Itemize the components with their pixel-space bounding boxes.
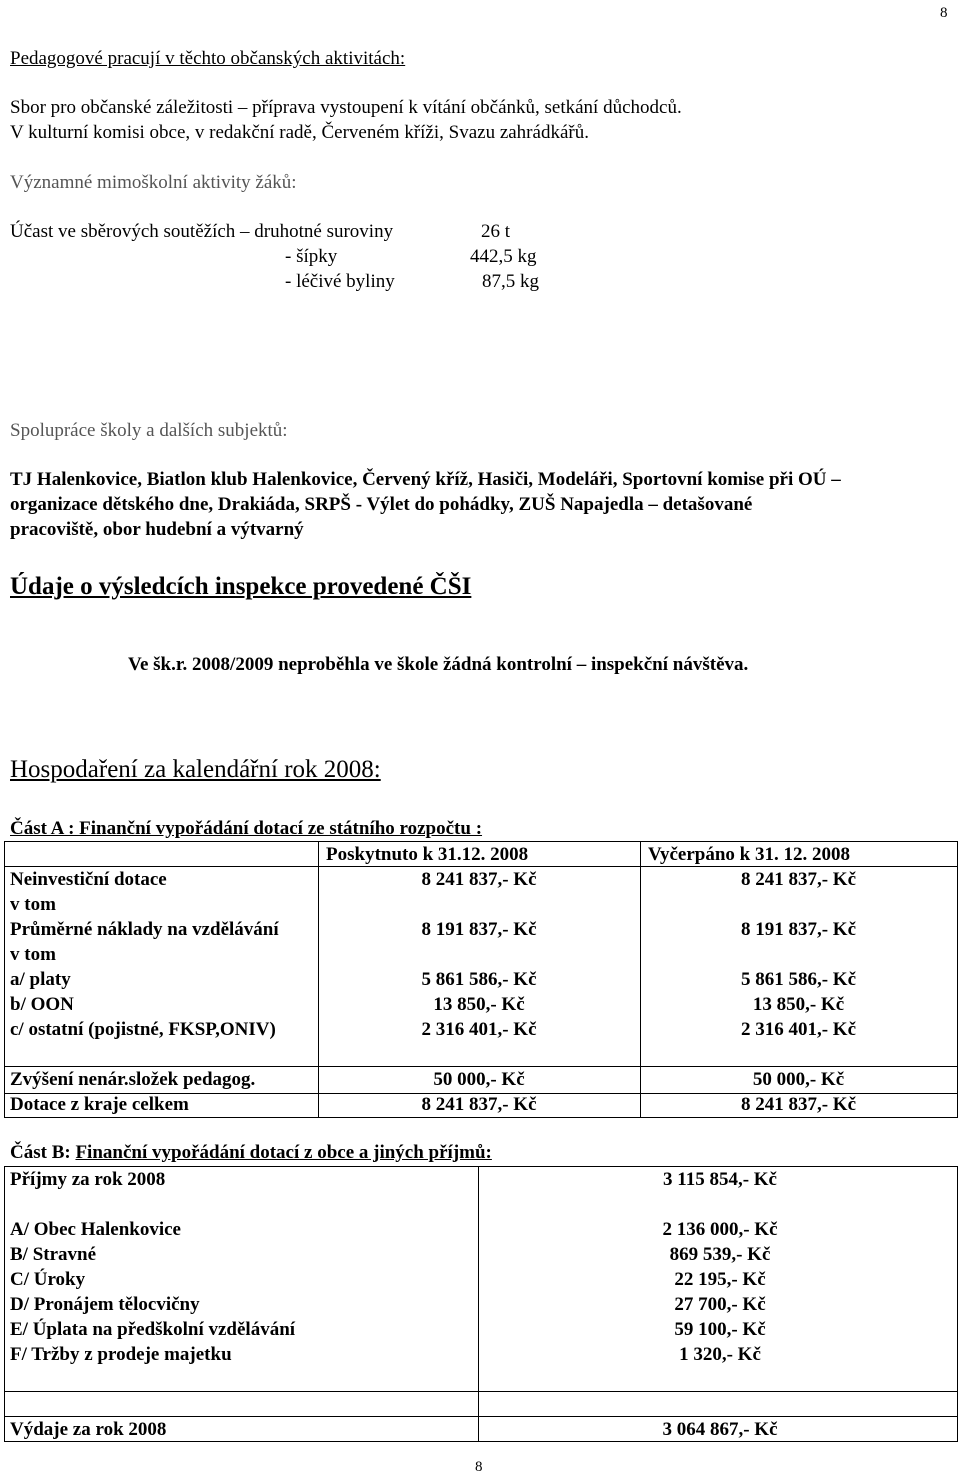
cooperation-line-3: pracoviště, obor hudební a výtvarný xyxy=(10,519,304,540)
row-label-oon: b/ OON xyxy=(10,994,74,1015)
table-a-border-left xyxy=(4,841,5,1117)
table-b-col-divider xyxy=(478,1166,479,1441)
table-b-border-top xyxy=(4,1166,958,1167)
row-provided-avg-costs: 8 191 837,- Kč xyxy=(421,919,537,940)
income-item-a-value: 2 136 000,- Kč xyxy=(662,1219,778,1240)
row-label-salaries: a/ platy xyxy=(10,969,71,990)
cooperation-line-1: TJ Halenkovice, Biatlon klub Halenkovice, Červený kříž, Hasiči, Modeláři, Sportovní komise při OÚ – xyxy=(10,469,841,490)
row-used-region: 8 241 837,- Kč xyxy=(740,1094,857,1115)
row-label-other: c/ ostatní (pojistné, FKSP,ONIV) xyxy=(10,1019,276,1040)
row-used-salaries: 5 861 586,- Kč xyxy=(740,969,857,990)
income-item-b-label: B/ Stravné xyxy=(10,1244,97,1265)
row-label-of-which-1: v tom xyxy=(10,894,56,915)
income-item-d-value: 27 700,- Kč xyxy=(674,1294,766,1315)
expense-label: Výdaje za rok 2008 xyxy=(10,1419,167,1440)
row-used-avg-costs: 8 191 837,- Kč xyxy=(740,919,857,940)
income-item-e-value: 59 100,- Kč xyxy=(674,1319,766,1340)
income-item-c-value: 22 195,- Kč xyxy=(674,1269,766,1290)
row-used-noninvestment: 8 241 837,- Kč xyxy=(740,869,857,890)
row-label-increase: Zvýšení nenár.složek pedagog. xyxy=(10,1069,256,1090)
part-a-title xyxy=(10,818,482,840)
collection-line-2-label: - šípky xyxy=(285,246,338,267)
part-b-title-rest: Finanční vypořádání dotací z obce a jiných příjmů: xyxy=(75,1142,492,1163)
row-used-other: 2 316 401,- Kč xyxy=(740,1019,857,1040)
table-b-border-mid xyxy=(4,1391,958,1392)
part-a-title-text: Část A : Finanční vypořádání dotací ze státního rozpočtu : xyxy=(10,818,483,839)
table-a-header-border xyxy=(4,866,958,867)
inspection-text: Ve šk.r. 2008/2009 neproběhla ve škole žádná kontrolní – inspekční návštěva. xyxy=(128,654,749,675)
col-header-provided: Poskytnuto k 31.12. 2008 xyxy=(326,844,529,865)
income-value: 3 115 854,- Kč xyxy=(663,1169,777,1190)
row-label-noninvestment: Neinvestiční dotace xyxy=(10,869,167,890)
income-item-c-label: C/ Úroky xyxy=(10,1269,86,1290)
row-label-region: Dotace z kraje celkem xyxy=(10,1094,189,1115)
expense-value: 3 064 867,- Kč xyxy=(662,1419,778,1440)
income-item-f-label: F/ Tržby z prodeje majetku xyxy=(10,1344,232,1365)
row-provided-increase: 50 000,- Kč xyxy=(433,1069,525,1090)
row-used-increase: 50 000,- Kč xyxy=(752,1069,845,1090)
page-number-top: 8 xyxy=(940,5,948,21)
collection-line-1-value: 26 t xyxy=(481,221,511,242)
income-item-a-label: A/ Obec Halenkovice xyxy=(10,1219,181,1240)
row-provided-other: 2 316 401,- Kč xyxy=(421,1019,537,1040)
col-header-used: Vyčerpáno k 31. 12. 2008 xyxy=(648,844,850,865)
income-item-e-label: E/ Úplata na předškolní vzdělávání xyxy=(10,1319,296,1340)
collection-line-1-label: Účast ve sběrových soutěžích – druhotné suroviny xyxy=(10,221,394,242)
part-b-title xyxy=(10,1142,492,1164)
income-item-d-label: D/ Pronájem tělocvičny xyxy=(10,1294,200,1315)
table-b-border-bottom xyxy=(4,1441,958,1442)
table-b-border-right xyxy=(957,1166,958,1441)
pedagogues-heading: Pedagogové pracují v těchto občanských aktivitách: xyxy=(10,48,406,69)
row-provided-oon: 13 850,- Kč xyxy=(433,994,525,1015)
cooperation-line-2: organizace dětského dne, Drakiáda, SRPŠ - Výlet do pohádky, ZUŠ Napajedla – detašované xyxy=(10,494,753,515)
finance-heading: Hospodaření za kalendářní rok 2008: xyxy=(10,756,381,783)
cooperation-heading: Spolupráce školy a dalších subjektů: xyxy=(10,420,288,441)
collection-line-3-value: 87,5 kg xyxy=(482,271,539,292)
table-a-border-top xyxy=(4,841,958,842)
row-provided-noninvestment: 8 241 837,- Kč xyxy=(421,869,537,890)
table-a-border-bottom xyxy=(4,1117,958,1118)
table-a-border-right xyxy=(957,841,958,1117)
part-b-title-prefix: Část B: xyxy=(10,1142,76,1163)
collection-line-2-value: 442,5 kg xyxy=(470,246,537,267)
pedagogues-line-1: Sbor pro občanské záležitosti – příprava vystoupení k vítání občánků, setkání důchodců. xyxy=(10,97,682,118)
table-b-border-row xyxy=(4,1416,958,1417)
table-a-border-mid xyxy=(4,1066,958,1067)
row-provided-region: 8 241 837,- Kč xyxy=(421,1094,537,1115)
row-label-of-which-2: v tom xyxy=(10,944,56,965)
page-number-bottom: 8 xyxy=(475,1459,483,1475)
income-item-b-value: 869 539,- Kč xyxy=(669,1244,771,1265)
row-provided-salaries: 5 861 586,- Kč xyxy=(421,969,537,990)
pedagogues-line-2: V kulturní komisi obce, v redakční radě, Červeném kříži, Svazu zahrádkářů. xyxy=(10,122,589,143)
extracurricular-heading: Významné mimoškolní aktivity žáků: xyxy=(10,172,297,193)
income-item-f-value: 1 320,- Kč xyxy=(679,1344,761,1365)
row-label-avg-costs: Průměrné náklady na vzdělávání xyxy=(10,919,279,940)
row-used-oon: 13 850,- Kč xyxy=(752,994,845,1015)
income-label: Příjmy za rok 2008 xyxy=(10,1169,166,1190)
collection-line-3-label: - léčivé byliny xyxy=(285,271,395,292)
inspection-heading: Údaje o výsledcích inspekce provedené ČŠI xyxy=(10,573,472,600)
table-b-border-left xyxy=(4,1166,5,1441)
